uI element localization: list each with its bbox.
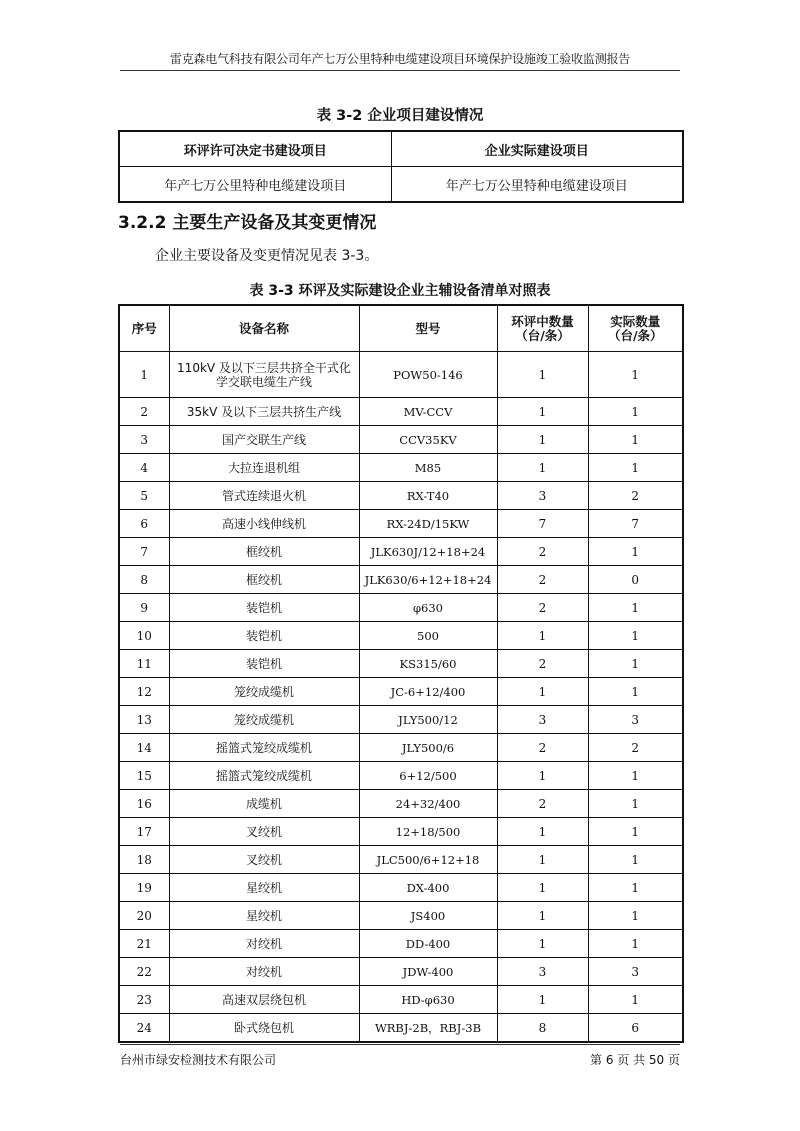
cell-actual-quantity: 1 — [588, 790, 683, 818]
table-row — [119, 1014, 683, 1043]
header-cell-model: 型号 — [359, 305, 497, 352]
cell-equipment-name: 叉绞机 — [169, 846, 359, 874]
cell-model: DD-400 — [359, 930, 497, 958]
cell-index: 8 — [119, 566, 169, 594]
cell-equipment-name: 星绞机 — [169, 874, 359, 902]
cell-actual-quantity: 2 — [588, 734, 683, 762]
table-row — [119, 958, 683, 986]
header-cell-actual-project: 企业实际建设项目 — [391, 131, 683, 167]
table-row — [119, 762, 683, 790]
cell-eia-quantity: 1 — [497, 846, 588, 874]
cell-equipment-name: 星绞机 — [169, 902, 359, 930]
table-row — [119, 790, 683, 818]
cell-eia-quantity: 2 — [497, 566, 588, 594]
cell-index: 20 — [119, 902, 169, 930]
cell-actual-quantity: 1 — [588, 902, 683, 930]
header-cell-permit-project: 环评许可决定书建设项目 — [119, 131, 391, 167]
cell-index: 9 — [119, 594, 169, 622]
header-divider — [120, 70, 680, 71]
cell-model: KS315/60 — [359, 650, 497, 678]
table-header-row — [119, 305, 683, 352]
cell-index: 1 — [119, 352, 169, 398]
footer-page-number: 第 6 页 共 50 页 — [590, 1053, 680, 1067]
table-row — [119, 566, 683, 594]
table-3-2-caption: 表 3-2 企业项目建设情况 — [316, 108, 484, 124]
cell-model: φ630 — [359, 594, 497, 622]
cell-equipment-name: 叉绞机 — [169, 818, 359, 846]
cell-equipment-name: 笼绞成缆机 — [169, 678, 359, 706]
cell-equipment-name: 框绞机 — [169, 566, 359, 594]
cell-eia-quantity: 1 — [497, 874, 588, 902]
cell-equipment-name: 国产交联生产线 — [169, 426, 359, 454]
cell-index: 22 — [119, 958, 169, 986]
cell-index: 7 — [119, 538, 169, 566]
page-header: 雷克森电气科技有限公司年产七万公里特种电缆建设项目环境保护设施竣工验收监测报告 — [169, 52, 631, 66]
cell-index: 18 — [119, 846, 169, 874]
cell-model: JLC500/6+12+18 — [359, 846, 497, 874]
cell-equipment-name: 大拉连退机组 — [169, 454, 359, 482]
table-row — [119, 734, 683, 762]
cell-eia-quantity: 1 — [497, 986, 588, 1014]
cell-actual-quantity: 1 — [588, 454, 683, 482]
table-row — [119, 902, 683, 930]
cell-eia-quantity: 8 — [497, 1014, 588, 1043]
cell-actual-project: 年产七万公里特种电缆建设项目 — [391, 167, 683, 203]
cell-equipment-name: 110kV 及以下三层共挤全干式化学交联电缆生产线 — [169, 352, 359, 398]
cell-equipment-name: 对绞机 — [169, 930, 359, 958]
cell-index: 12 — [119, 678, 169, 706]
cell-actual-quantity: 1 — [588, 594, 683, 622]
cell-actual-quantity: 1 — [588, 818, 683, 846]
cell-model: 24+32/400 — [359, 790, 497, 818]
cell-index: 5 — [119, 482, 169, 510]
cell-eia-quantity: 1 — [497, 678, 588, 706]
cell-model: JLY500/12 — [359, 706, 497, 734]
cell-index: 13 — [119, 706, 169, 734]
cell-index: 2 — [119, 398, 169, 426]
table-row — [119, 930, 683, 958]
cell-actual-quantity: 7 — [588, 510, 683, 538]
cell-actual-quantity: 1 — [588, 398, 683, 426]
cell-model: JLK630J/12+18+24 — [359, 538, 497, 566]
cell-model: M85 — [359, 454, 497, 482]
cell-index: 6 — [119, 510, 169, 538]
table-row — [119, 454, 683, 482]
table-3-2 — [118, 130, 684, 203]
cell-model: DX-400 — [359, 874, 497, 902]
table-row — [119, 818, 683, 846]
cell-model: 500 — [359, 622, 497, 650]
cell-actual-quantity: 1 — [588, 762, 683, 790]
table-row — [119, 622, 683, 650]
cell-actual-quantity: 1 — [588, 538, 683, 566]
cell-eia-quantity: 1 — [497, 398, 588, 426]
section-body-text: 企业主要设备及变更情况见表 3-3。 — [155, 248, 379, 264]
cell-index: 3 — [119, 426, 169, 454]
cell-equipment-name: 高速双层绕包机 — [169, 986, 359, 1014]
cell-actual-quantity: 1 — [588, 426, 683, 454]
cell-equipment-name: 笼绞成缆机 — [169, 706, 359, 734]
table-row — [119, 594, 683, 622]
table-row — [119, 352, 683, 398]
cell-equipment-name: 35kV 及以下三层共挤生产线 — [169, 398, 359, 426]
cell-equipment-name: 成缆机 — [169, 790, 359, 818]
cell-model: POW50-146 — [359, 352, 497, 398]
table-3-3 — [118, 304, 684, 1043]
table-row — [119, 650, 683, 678]
cell-equipment-name: 对绞机 — [169, 958, 359, 986]
cell-model: 6+12/500 — [359, 762, 497, 790]
cell-actual-quantity: 1 — [588, 622, 683, 650]
cell-eia-quantity: 1 — [497, 352, 588, 398]
cell-eia-quantity: 3 — [497, 706, 588, 734]
cell-index: 10 — [119, 622, 169, 650]
cell-model: RX-T40 — [359, 482, 497, 510]
cell-eia-quantity: 1 — [497, 902, 588, 930]
cell-equipment-name: 装铠机 — [169, 650, 359, 678]
cell-actual-quantity: 1 — [588, 846, 683, 874]
table-row — [119, 482, 683, 510]
cell-model: JDW-400 — [359, 958, 497, 986]
cell-equipment-name: 装铠机 — [169, 622, 359, 650]
cell-model: JS400 — [359, 902, 497, 930]
cell-model: RX-24D/15KW — [359, 510, 497, 538]
table-header-row — [119, 131, 683, 167]
cell-eia-quantity: 2 — [497, 650, 588, 678]
cell-actual-quantity: 1 — [588, 986, 683, 1014]
table-row — [119, 510, 683, 538]
cell-eia-quantity: 2 — [497, 734, 588, 762]
header-cell-eia-quantity: 环评中数量 （台/条） — [497, 305, 588, 352]
cell-eia-quantity: 1 — [497, 426, 588, 454]
table-row — [119, 706, 683, 734]
cell-index: 23 — [119, 986, 169, 1014]
cell-actual-quantity: 1 — [588, 352, 683, 398]
cell-eia-quantity: 1 — [497, 762, 588, 790]
cell-actual-quantity: 1 — [588, 930, 683, 958]
header-cell-equipment-name: 设备名称 — [169, 305, 359, 352]
cell-actual-quantity: 2 — [588, 482, 683, 510]
cell-equipment-name: 框绞机 — [169, 538, 359, 566]
cell-actual-quantity: 1 — [588, 650, 683, 678]
cell-model: JC-6+12/400 — [359, 678, 497, 706]
cell-index: 16 — [119, 790, 169, 818]
cell-index: 11 — [119, 650, 169, 678]
cell-model: HD-φ630 — [359, 986, 497, 1014]
table-row — [119, 846, 683, 874]
footer-company: 台州市绿安检测技术有限公司 — [120, 1053, 277, 1067]
table-3-3-caption: 表 3-3 环评及实际建设企业主辅设备清单对照表 — [249, 283, 551, 299]
cell-eia-quantity: 1 — [497, 454, 588, 482]
cell-actual-quantity: 6 — [588, 1014, 683, 1043]
header-cell-index: 序号 — [119, 305, 169, 352]
cell-model: WRBJ-2B，RBJ-3B — [359, 1014, 497, 1043]
cell-actual-quantity: 0 — [588, 566, 683, 594]
cell-index: 14 — [119, 734, 169, 762]
cell-equipment-name: 摇篮式笼绞成缆机 — [169, 762, 359, 790]
cell-eia-quantity: 2 — [497, 594, 588, 622]
table-row — [119, 167, 683, 203]
cell-model: 12+18/500 — [359, 818, 497, 846]
cell-index: 19 — [119, 874, 169, 902]
cell-actual-quantity: 1 — [588, 874, 683, 902]
table-row — [119, 874, 683, 902]
cell-eia-quantity: 2 — [497, 538, 588, 566]
cell-eia-quantity: 3 — [497, 958, 588, 986]
cell-eia-quantity: 3 — [497, 482, 588, 510]
cell-model: MV-CCV — [359, 398, 497, 426]
footer-divider — [120, 1044, 680, 1045]
header-cell-actual-quantity: 实际数量 （台/条） — [588, 305, 683, 352]
table-row — [119, 678, 683, 706]
table-row — [119, 398, 683, 426]
cell-actual-quantity: 3 — [588, 706, 683, 734]
cell-eia-quantity: 1 — [497, 930, 588, 958]
cell-equipment-name: 管式连续退火机 — [169, 482, 359, 510]
cell-equipment-name: 高速小线伸线机 — [169, 510, 359, 538]
cell-equipment-name: 摇篮式笼绞成缆机 — [169, 734, 359, 762]
cell-model: JLY500/6 — [359, 734, 497, 762]
cell-eia-quantity: 2 — [497, 790, 588, 818]
table-row — [119, 986, 683, 1014]
cell-index: 24 — [119, 1014, 169, 1043]
section-title: 3.2.2 主要生产设备及其变更情况 — [118, 213, 377, 233]
cell-eia-quantity: 7 — [497, 510, 588, 538]
cell-index: 4 — [119, 454, 169, 482]
cell-equipment-name: 卧式绕包机 — [169, 1014, 359, 1043]
cell-actual-quantity: 3 — [588, 958, 683, 986]
cell-model: JLK630/6+12+18+24 — [359, 566, 497, 594]
cell-equipment-name: 装铠机 — [169, 594, 359, 622]
cell-actual-quantity: 1 — [588, 678, 683, 706]
cell-index: 17 — [119, 818, 169, 846]
table-row — [119, 426, 683, 454]
cell-index: 21 — [119, 930, 169, 958]
cell-permit-project: 年产七万公里特种电缆建设项目 — [119, 167, 391, 203]
cell-eia-quantity: 1 — [497, 818, 588, 846]
table-row — [119, 538, 683, 566]
cell-index: 15 — [119, 762, 169, 790]
cell-eia-quantity: 1 — [497, 622, 588, 650]
cell-model: CCV35KV — [359, 426, 497, 454]
